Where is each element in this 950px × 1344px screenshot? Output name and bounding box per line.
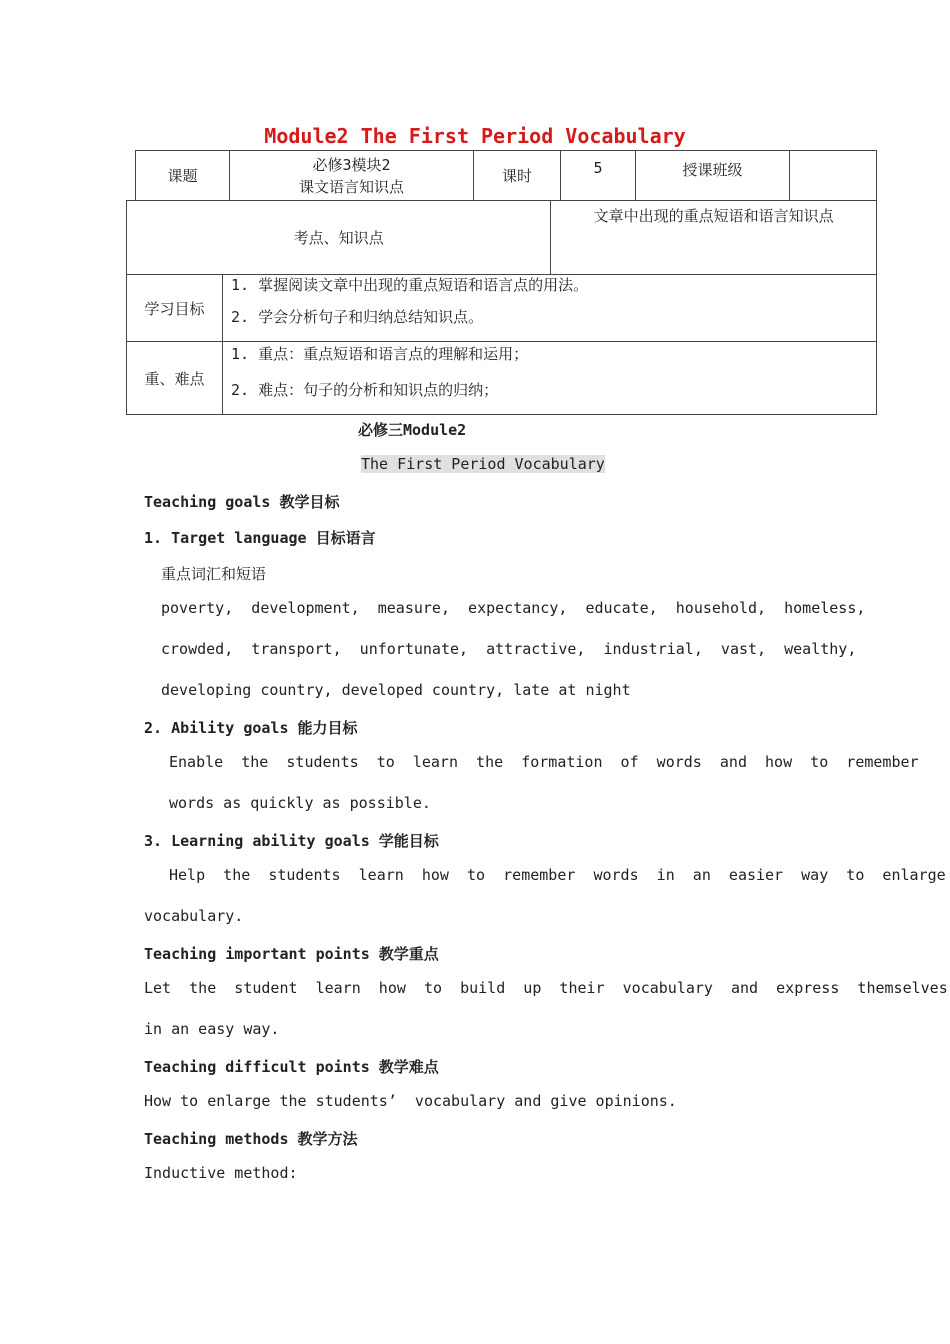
heading-target-language: 1. Target language 目标语言 [144, 529, 376, 547]
difficult-line-1: How to enlarge the students’ vocabulary and give opinions. [144, 1092, 677, 1110]
difficulty-cell [223, 342, 877, 415]
heading-important-points: Teaching important points 教学重点 [144, 945, 439, 963]
goal-item-1: 1. 掌握阅读文章中出现的重点短语和语言点的用法。 [231, 276, 589, 294]
module-subtitle: 必修三Module2 [358, 421, 467, 439]
lesson-topic-line-2: 课文语言知识点 [298, 177, 404, 196]
class-label: 授课班级 [636, 151, 790, 201]
difficulty-item-2: 2. 难点：句子的分析和知识点的归纳； [231, 381, 499, 399]
lesson-topic-label: 课题 [136, 151, 230, 201]
period-label: 课时 [474, 151, 561, 201]
ability-line-1: Enable the students to learn the formation of words and how to remember [169, 753, 919, 771]
goal-item-2: 2. 学会分析句子和归纳总结知识点。 [231, 308, 484, 326]
heading-teaching-goals: Teaching goals 教学目标 [144, 493, 340, 511]
vocabulary-line-3: developing country, developed country, late at night [161, 681, 631, 699]
vocabulary-line-1: poverty, development, measure, expectancy, educate, household, homeless, [161, 599, 866, 617]
goals-cell [223, 275, 877, 342]
goals-label: 学习目标 [127, 275, 223, 342]
difficulty-item-1: 1. 重点：重点短语和语言点的理解和运用； [231, 345, 529, 363]
learning-line-1: Help the students learn how to remember words in an easier way to enlarge [169, 866, 946, 884]
header-table [135, 150, 877, 201]
important-line-2: in an easy way. [144, 1020, 280, 1038]
heading-difficult-points: Teaching difficult points 教学难点 [144, 1058, 439, 1076]
knowledge-value: 文章中出现的重点短语和语言知识点 [551, 201, 877, 275]
heading-learning-ability-goals: 3. Learning ability goals 学能目标 [144, 832, 439, 850]
class-value [790, 151, 877, 201]
ability-line-2: words as quickly as possible. [169, 794, 431, 812]
lesson-topic-value [230, 151, 474, 201]
difficulty-label: 重、难点 [127, 342, 223, 415]
methods-line-1: Inductive method: [144, 1164, 298, 1182]
learning-line-2: vocabulary. [144, 907, 244, 925]
target-subheading: 重点词汇和短语 [161, 565, 267, 583]
lesson-topic-line-1: 必修3模块2 [312, 155, 391, 174]
heading-ability-goals: 2. Ability goals 能力目标 [144, 719, 358, 737]
vocabulary-line-2: crowded, transport, unfortunate, attractive, industrial, vast, wealthy, [161, 640, 857, 658]
period-value: 5 [561, 151, 636, 201]
info-table [126, 200, 877, 415]
important-line-1: Let the student learn how to build up their vocabulary and express themselves [144, 979, 948, 997]
document-title: Module2 The First Period Vocabulary [264, 124, 686, 148]
period-heading: The First Period Vocabulary [361, 455, 605, 473]
heading-teaching-methods: Teaching methods 教学方法 [144, 1130, 358, 1148]
knowledge-label: 考点、知识点 [127, 201, 551, 275]
